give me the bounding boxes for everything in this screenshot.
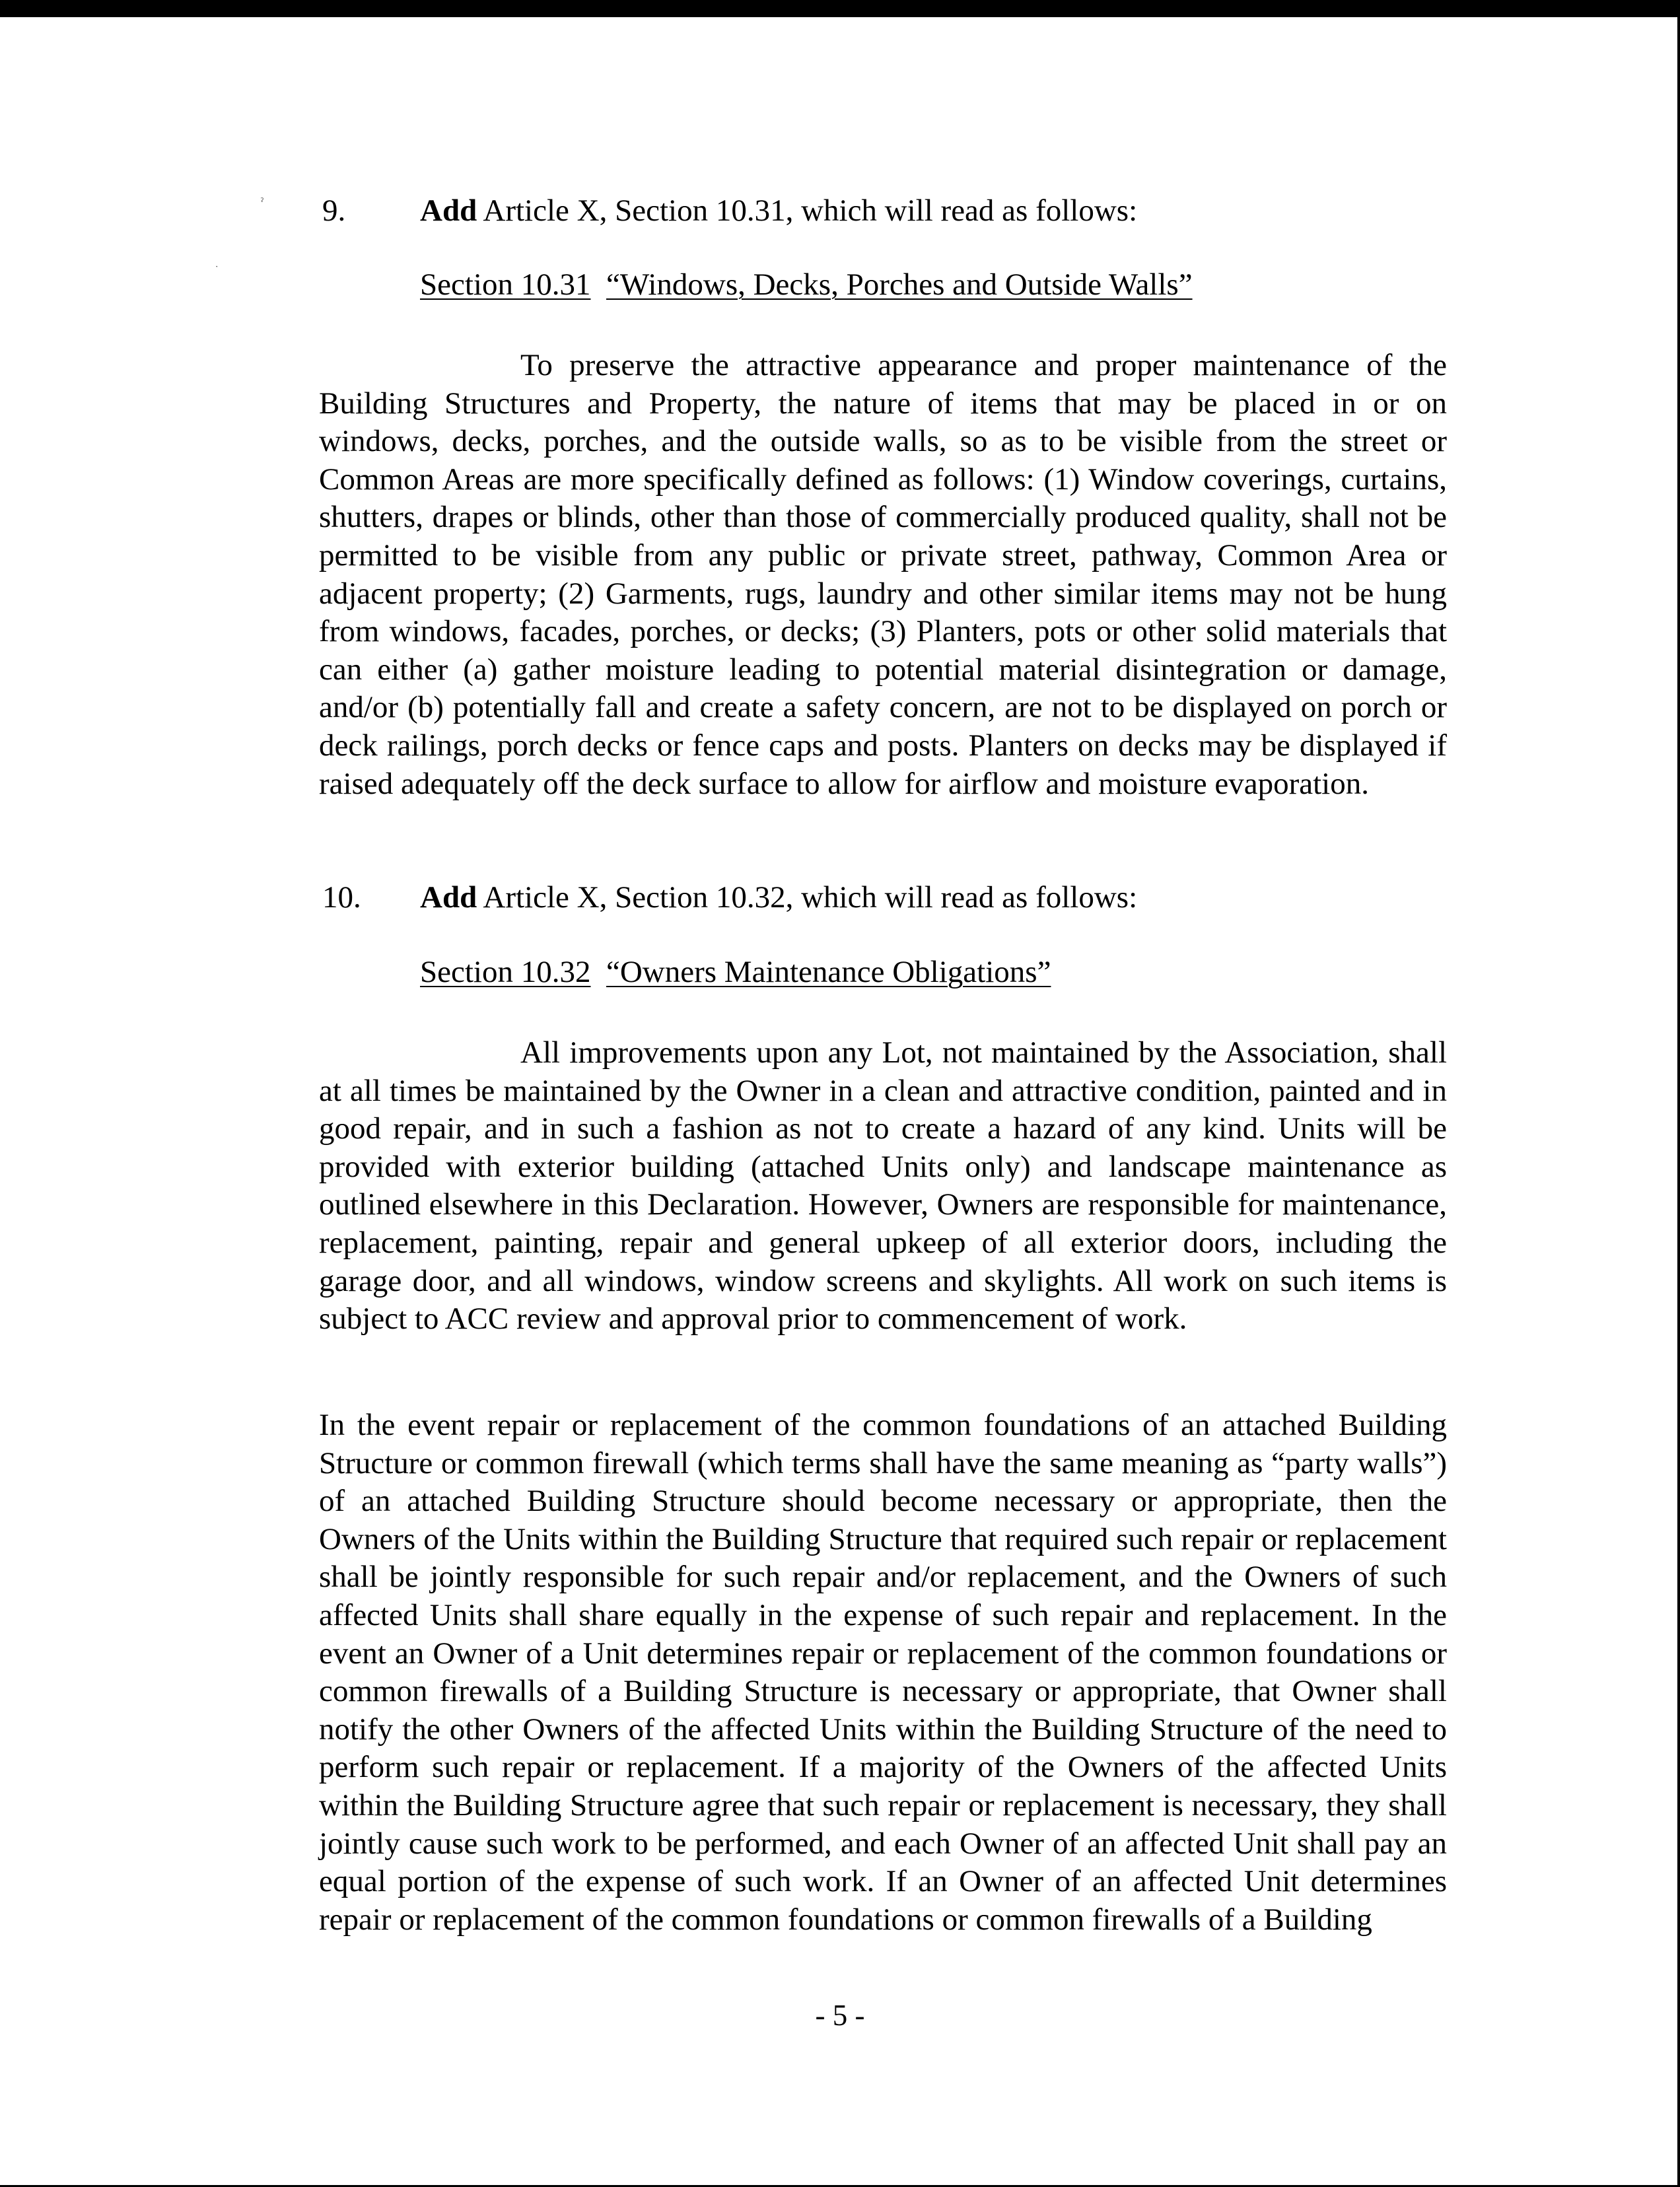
page-number: - 5 -: [815, 1999, 865, 2032]
scan-right-border: [1677, 0, 1680, 2187]
item-9-number: 9.: [322, 193, 346, 228]
item-10-text: Article X, Section 10.32, which will read as follows:: [483, 880, 1138, 915]
section-10-32-body-block: [319, 1034, 1447, 1338]
item-9-verb: Add: [420, 193, 477, 228]
section-10-32-number: Section 10.32: [420, 955, 591, 989]
section-10-31-number: Section 10.31: [420, 267, 591, 302]
section-10-31-body: To preserve the attractive appearance and proper maintenance of the Building Structures and Property, the nature of items that may be placed in or on windows, decks, porches, and the outside walls, so as to be visible from the street or Common Areas are more specifically defined as follows: (1) Window coverings, curtains, shutters, drapes or blinds, other than those of commercially produced quality, shall not be permitted to be visible from any public or private street, pathway, Common Area or adjacent property; (2) Garments, rugs, laundry and other similar items may not be hung from windows, facades, porches, or decks; (3) Planters, pots or other solid materials that can either (a) gather moisture leading to potential material disintegration or damage, and/or (b) potentially fall and create a safety concern, are not to be displayed on porch or deck railings, porch decks or fence caps and posts. Planters on decks may be displayed if raised adequately off the deck surface to allow for airflow and moisture evaporation.: [319, 348, 1447, 801]
item-9-text: Article X, Section 10.31, which will read as follows:: [483, 193, 1138, 228]
section-10-32-body-2-block: [319, 1406, 1447, 1939]
section-10-32-title: “Owners Maintenance Obligations”: [606, 955, 1051, 989]
item-10-verb: Add: [420, 880, 477, 915]
section-10-32-heading: [420, 954, 1051, 991]
section-10-31-heading: [420, 266, 1193, 304]
section-10-31-title: “Windows, Decks, Porches and Outside Walls”: [606, 267, 1193, 302]
section-10-32-body-2: In the event repair or replacement of the common foundations of an attached Building Structure or common firewall (which terms shall have the same meaning as “party walls”) of an attached Building Structure should become necessary or appropriate, then the Owners of the Units within the Building Structure that required such repair or replacement shall be jointly responsible for such repair and/or replacement, and the Owners of such affected Units shall share equally in the expense of such repair and replacement. In the event an Owner of a Unit determines repair or replacement of the common foundations or common firewalls of a Building Structure is necessary or appropriate, that Owner shall notify the other Owners of the affected Units within the Building Structure of the need to perform such repair or replacement. If a majority of the Owners of the affected Units within the Building Structure agree that such repair or replacement is necessary, they shall jointly cause such work to be performed, and each Owner of an affected Unit shall pay an equal portion of the expense of such work. If an Owner of an affected Unit determines repair or replacement of the common foundations or common firewalls of a Building: [319, 1408, 1447, 1937]
scan-speck-mark: ˀ: [261, 196, 263, 207]
item-10-instruction: [420, 879, 1137, 917]
item-9-instruction: [420, 192, 1137, 230]
scan-speck-mark: ˑ: [215, 262, 219, 273]
scan-top-border: [0, 0, 1680, 17]
item-10-number: 10.: [322, 880, 361, 915]
section-10-32-body: All improvements upon any Lot, not maintained by the Association, shall at all times be maintained by the Owner in a clean and attractive condition, painted and in good repair, and in such a fashion as not to create a hazard of any kind. Units will be provided with exterior building (attached Units only) and landscape maintenance as outlined elsewhere in this Declaration. However, Owners are responsible for maintenance, replacement, painting, repair and general upkeep of all exterior doors, including the garage door, and all windows, window screens and skylights. All work on such items is subject to ACC review and approval prior to commencement of work.: [319, 1035, 1447, 1336]
section-10-31-body-block: [319, 347, 1447, 803]
